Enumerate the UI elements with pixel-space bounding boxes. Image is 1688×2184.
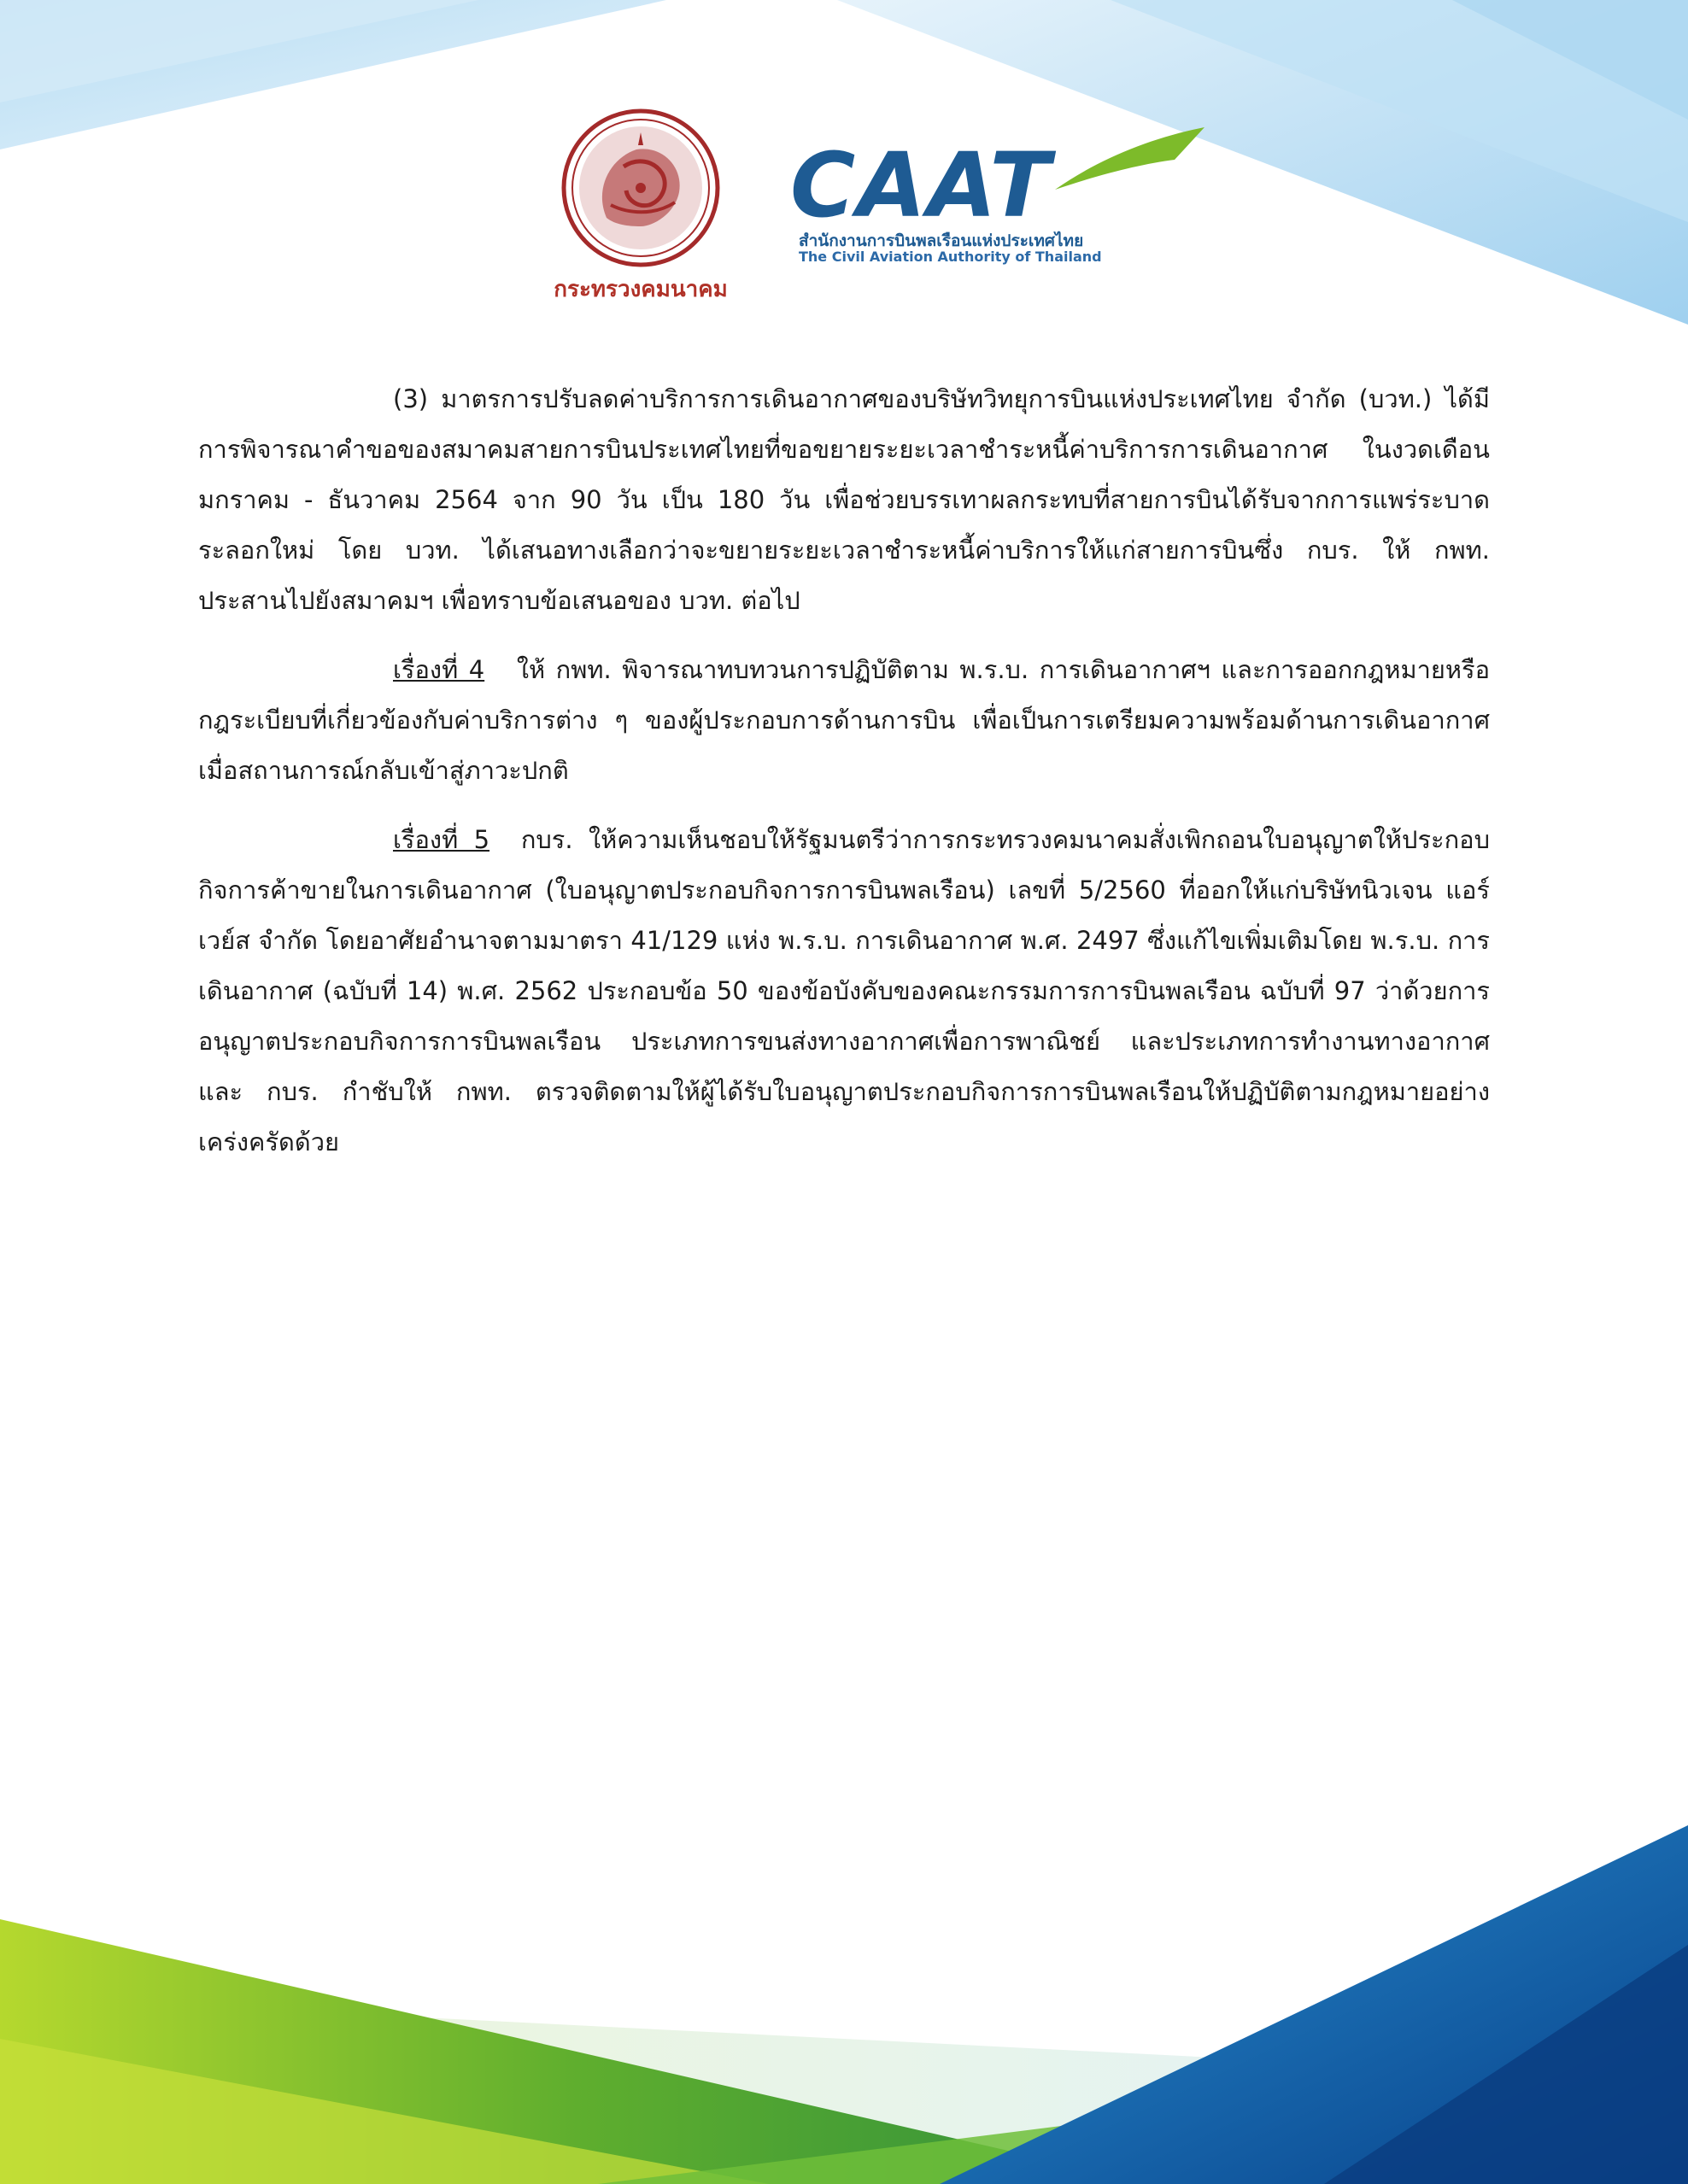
caat-name-thai: สำนักงานการบินพลเรือนแห่งประเทศไทย: [799, 231, 1084, 250]
topic-heading: เรื่องที่ 4: [393, 655, 485, 684]
paragraph-text: ให้ กพท. พิจารณาทบทวนการปฏิบัติตาม พ.ร.บ. การเดินอากาศฯ และการออกกฎหมายหรือกฎระเบียบที่เกี่ยวข้องกับค่าบริการต่าง ๆ ของผู้ประกอบการด้านการบิน เพื่อเป็นการเตรียมความพร้อมด้านการเดินอากาศเมื่อสถานการณ์กลับเข้าสู่ภาวะปกติ: [198, 655, 1490, 785]
paragraph-text: กบร. ให้ความเห็นชอบให้รัฐมนตรีว่าการกระทรวงคมนาคมสั่งเพิกถอนใบอนุญาตให้ประกอบกิจการค้าขายในการเดินอากาศ (ใบอนุญาตประกอบกิจการการบินพลเรือน) เลขที่ 5/2560 ที่ออกให้แก่บริษัทนิวเจน แอร์เวย์ส จำกัด โดยอาศัยอำนาจตามมาตรา 41/129 แห่ง พ.ร.บ. การเดินอากาศ พ.ศ. 2497 ซึ่งแก้ไขเพิ่มเติมโดย พ.ร.บ. การเดินอากาศ (ฉบับที่ 14) พ.ศ. 2562 ประกอบข้อ 50 ของข้อบังคับของคณะกรรมการการบินพลเรือน ฉบับที่ 97 ว่าด้วยการอนุญาตประกอบกิจการการบินพลเรือน ประเภทการขนส่งทางอากาศเพื่อการพาณิชย์ และประเภทการทำงานทางอากาศ และ กบร. กำชับให้ กพท. ตรวจติดตามให้ผู้ได้รับใบอนุญาตประกอบกิจการการบินพลเรือนให้ปฏิบัติตามกฎหมายอย่างเคร่งครัดด้วย: [198, 825, 1490, 1156]
ministry-seal-icon: [560, 107, 722, 269]
document-body: [198, 374, 1490, 1168]
caat-wordmark: CAAT: [790, 133, 1052, 237]
bottom-banner-decoration: [0, 1825, 1688, 2184]
ministry-name: กระทรวงคมนาคม: [554, 277, 728, 302]
topic-heading: เรื่องที่ 5: [393, 825, 490, 854]
paragraph-text: (3) มาตรการปรับลดค่าบริการการเดินอากาศของบริษัทวิทยุการบินแห่งประเทศไทย จำกัด (บวท.) ได้มีการพิจารณาคำขอของสมาคมสายการบินประเทศไทยที่ขอขยายระยะเวลาชำระหนี้ค่าบริการการเดินอากาศ ในงวดเดือนมกราคม - ธันวาคม 2564 จาก 90 วัน เป็น 180 วัน เพื่อช่วยบรรเทาผลกระทบที่สายการบินได้รับจากการแพร่ระบาดระลอกใหม่ โดย บวท. ได้เสนอทางเลือกว่าจะขยายระยะเวลาชำระหนี้ค่าบริการให้แก่สายการบินซึ่ง กบร. ให้ กพท. ประสานไปยังสมาคมฯ เพื่อทราบข้อเสนอของ บวท. ต่อไป: [198, 384, 1490, 615]
document-header: [0, 107, 1688, 312]
paragraph-measure-3: [198, 374, 1490, 626]
paragraph-topic-4: [198, 645, 1490, 796]
caat-logo: [790, 133, 1183, 265]
caat-name-english: The Civil Aviation Authority of Thailand: [799, 249, 1102, 265]
caat-swoosh-icon: [1046, 126, 1209, 194]
paragraph-topic-5: [198, 815, 1490, 1168]
